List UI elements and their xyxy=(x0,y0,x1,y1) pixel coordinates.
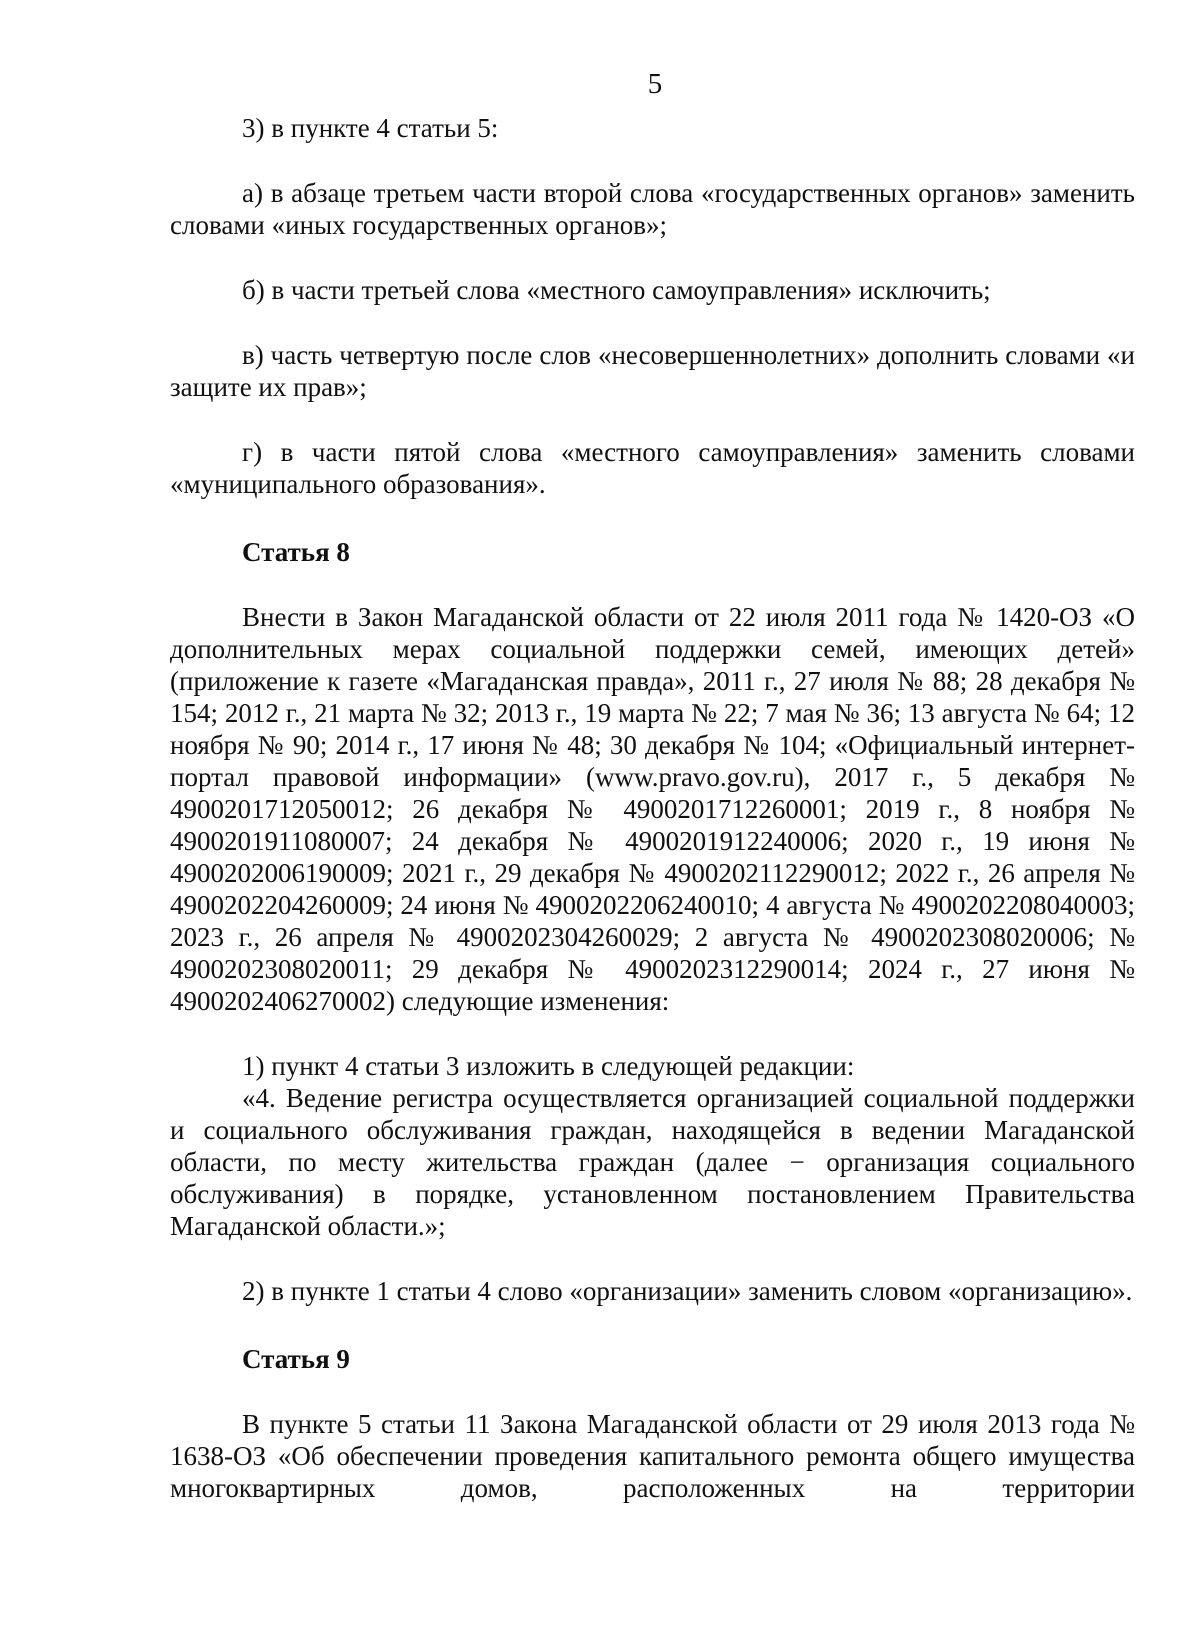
subitem-v: в) часть четвертую после слов «несовершеннолетних» дополнить словами «и защите их прав»; xyxy=(170,340,1135,402)
article-8-point-1: 1) пункт 4 статьи 3 изложить в следующей редакции: xyxy=(242,1051,855,1081)
page-number: 5 xyxy=(647,68,663,100)
item-3-intro: 3) в пункте 4 статьи 5: xyxy=(242,113,499,143)
subitem-g: г) в части пятой слова «местного самоуправления» заменить словами «муниципального образования». xyxy=(170,437,1135,499)
subitem-b: б) в части третьей слова «местного самоуправления» исключить; xyxy=(242,275,991,305)
subitem-a: а) в абзаце третьем части второй слова «государственных органов» заменить словами «иных государственных органов»; xyxy=(170,178,1135,240)
article-8-point-2: 2) в пункте 1 статьи 4 слово «организации» заменить словом «организацию». xyxy=(242,1276,1133,1306)
article-9-heading: Статья 9 xyxy=(242,1344,350,1374)
article-8-intro: Внести в Закон Магаданской области от 22 июля 2011 года № 1420-ОЗ «О дополнительных мерах социальной поддержки семей, имеющих детей» (приложение к газете «Магаданская правда», 2011 г., 27 июля № 88; 28 декабря № 154; 2012 г., 21 марта № 32; 2013 г., 19 марта № 22; 7 мая № 36; 13 августа № 64; 12 ноября № 90; 2014 г., 17 июня № 48; 30 декабря № 104; «Официальный интернет-портал правовой информации» (www.pravo.gov.ru), 2017 г., 5 декабря № 4900201712050012; 26 декабря № 4900201712260001; 2019 г., 8 ноября № 4900201911080007; 24 декабря № 4900201912240006; 2020 г., 19 июня № 4900202006190009; 2021 г., 29 декабря № 4900202112290012; 2022 г., 26 апреля № 4900202204260009; 24 июня № 4900202206240010; 4 августа № 4900202208040003; 2023 г., 26 апреля № 4900202304260029; 2 августа № 4900202308020006; № 4900202308020011; 29 декабря № 4900202312290014; 2024 г., 27 июня № 4900202406270002) следующие изменения: xyxy=(170,602,1135,1016)
document-body xyxy=(170,112,1135,1504)
article-8-point-1-text: «4. Ведение регистра осуществляется организацией социальной поддержки и социального обслуживания граждан, находящейся в ведении Магаданской области, по месту жительства граждан (далее − организация социального обслуживания) в порядке, установленном постановлением Правительства Магаданской области.»; xyxy=(170,1083,1135,1241)
article-9-intro: В пункте 5 статьи 11 Закона Магаданской области от 29 июля 2013 года № 1638-ОЗ «Об обеспечении проведения капитального ремонта общего имущества многоквартирных домов, расположенных на территории xyxy=(170,1409,1135,1503)
article-8-heading: Статья 8 xyxy=(242,537,350,567)
